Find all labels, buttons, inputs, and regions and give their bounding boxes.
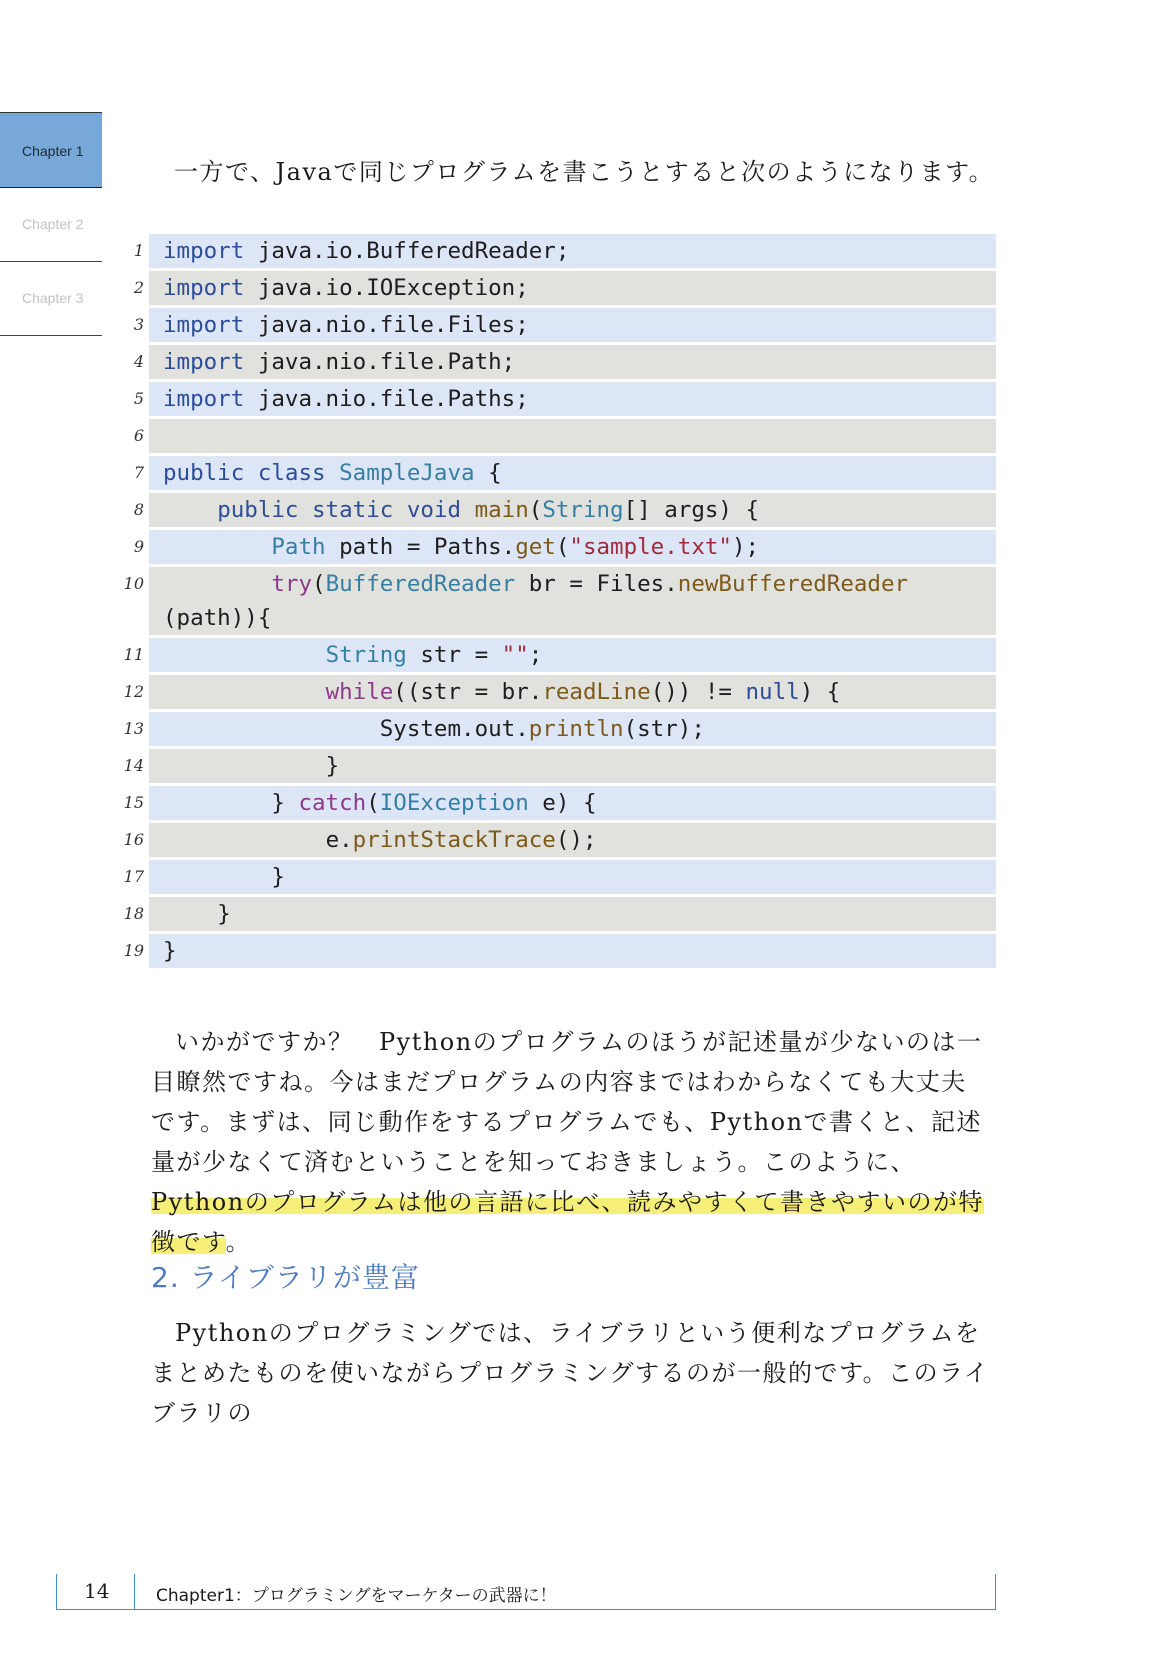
- code-text: } catch(IOException e) {: [149, 786, 996, 820]
- line-number: 8: [133, 500, 144, 519]
- footer-rule: [134, 1574, 135, 1610]
- code-line: [120, 934, 996, 968]
- page-number: 14: [84, 1579, 110, 1603]
- code-line: [120, 345, 996, 379]
- line-number: 12: [123, 682, 144, 701]
- line-number: 2: [133, 278, 144, 297]
- code-text: }: [149, 897, 996, 931]
- footer-rule: [995, 1574, 996, 1610]
- code-line: [120, 675, 996, 709]
- code-line: [120, 271, 996, 305]
- line-number: 19: [123, 941, 144, 960]
- intro-text: 一方で、Javaで同じプログラムを書こうとすると次のようになります。: [174, 158, 995, 186]
- code-text: String str = "";: [149, 638, 996, 672]
- line-number: 1: [133, 241, 144, 260]
- code-text: Path path = Paths.get("sample.txt");: [149, 530, 996, 564]
- tab-chapter-1[interactable]: Chapter 1: [0, 112, 102, 188]
- code-text: }: [149, 749, 996, 783]
- line-number: 14: [123, 756, 144, 775]
- line-number: 7: [133, 463, 144, 482]
- line-number: 9: [133, 537, 144, 556]
- code-text: try(BufferedReader br = Files.newBufferedReader (path)){: [149, 567, 996, 635]
- code-text: public static void main(String[] args) {: [149, 493, 996, 527]
- code-text: import java.io.BufferedReader;: [149, 234, 996, 268]
- line-number: 13: [123, 719, 144, 738]
- code-line: [120, 823, 996, 857]
- chapter-tabs: [0, 112, 102, 336]
- running-title: Chapter1：プログラミングをマーケターの武器に！: [156, 1586, 557, 1606]
- code-text: import java.io.IOException;: [149, 271, 996, 305]
- code-line: [120, 897, 996, 931]
- footer-rule: [56, 1574, 57, 1610]
- code-block: [120, 234, 996, 971]
- line-number: 4: [133, 352, 144, 371]
- code-text: public class SampleJava {: [149, 456, 996, 490]
- line-number: 5: [133, 389, 144, 408]
- code-text: }: [149, 860, 996, 894]
- page-footer: [56, 1574, 996, 1610]
- code-line: [120, 749, 996, 783]
- code-line: [120, 308, 996, 342]
- line-number: 15: [123, 793, 144, 812]
- code-line: [120, 712, 996, 746]
- code-line: [120, 860, 996, 894]
- code-line: [120, 234, 996, 268]
- code-text: e.printStackTrace();: [149, 823, 996, 857]
- code-text: }: [149, 934, 996, 968]
- code-line: [120, 456, 996, 490]
- line-number: 11: [123, 645, 144, 664]
- tab-chapter-3[interactable]: Chapter 3: [0, 262, 102, 336]
- line-number: 6: [133, 426, 144, 445]
- footer-rule: [56, 1609, 996, 1610]
- code-line: [120, 382, 996, 416]
- line-number: 3: [133, 315, 144, 334]
- code-line: [120, 493, 996, 527]
- code-text: import java.nio.file.Files;: [149, 308, 996, 342]
- body-paragraph-2: Pythonのプログラミングでは、ライブラリという便利なプログラムをまとめたものを使いながらプログラミングするのが一般的です。このライブラリの: [151, 1319, 990, 1427]
- line-number: 16: [123, 830, 144, 849]
- highlighted-text: Pythonのプログラムは他の言語に比べ、読みやすくて書きやすいのが特徴です: [151, 1188, 984, 1256]
- line-number: 18: [123, 904, 144, 923]
- line-number: 10: [123, 574, 144, 593]
- code-line: [120, 786, 996, 820]
- code-line: [120, 419, 996, 453]
- line-number: 17: [123, 867, 144, 886]
- code-text: [149, 419, 996, 453]
- code-text: import java.nio.file.Path;: [149, 345, 996, 379]
- code-line: [120, 530, 996, 564]
- code-line: [120, 567, 996, 635]
- code-text: while((str = br.readLine()) != null) {: [149, 675, 996, 709]
- code-text: System.out.println(str);: [149, 712, 996, 746]
- tab-chapter-2[interactable]: Chapter 2: [0, 188, 102, 262]
- code-text: import java.nio.file.Paths;: [149, 382, 996, 416]
- section-heading: 2. ライブラリが豊富: [151, 1261, 420, 1294]
- code-line: [120, 638, 996, 672]
- body-paragraph-1: いかがですか？ Pythonのプログラムのほうが記述量が少ないのは一目瞭然ですね。今はまだプログラムの内容まではわからなくても大丈夫です。まずは、同じ動作をするプログラムでも、Pythonで書くと、記述量が少なくて済むということを知っておきましょう。このように、Pythonのプログラムは他の言語に比べ、読みやすくて書きやすいのが特徴です。: [151, 1028, 984, 1256]
